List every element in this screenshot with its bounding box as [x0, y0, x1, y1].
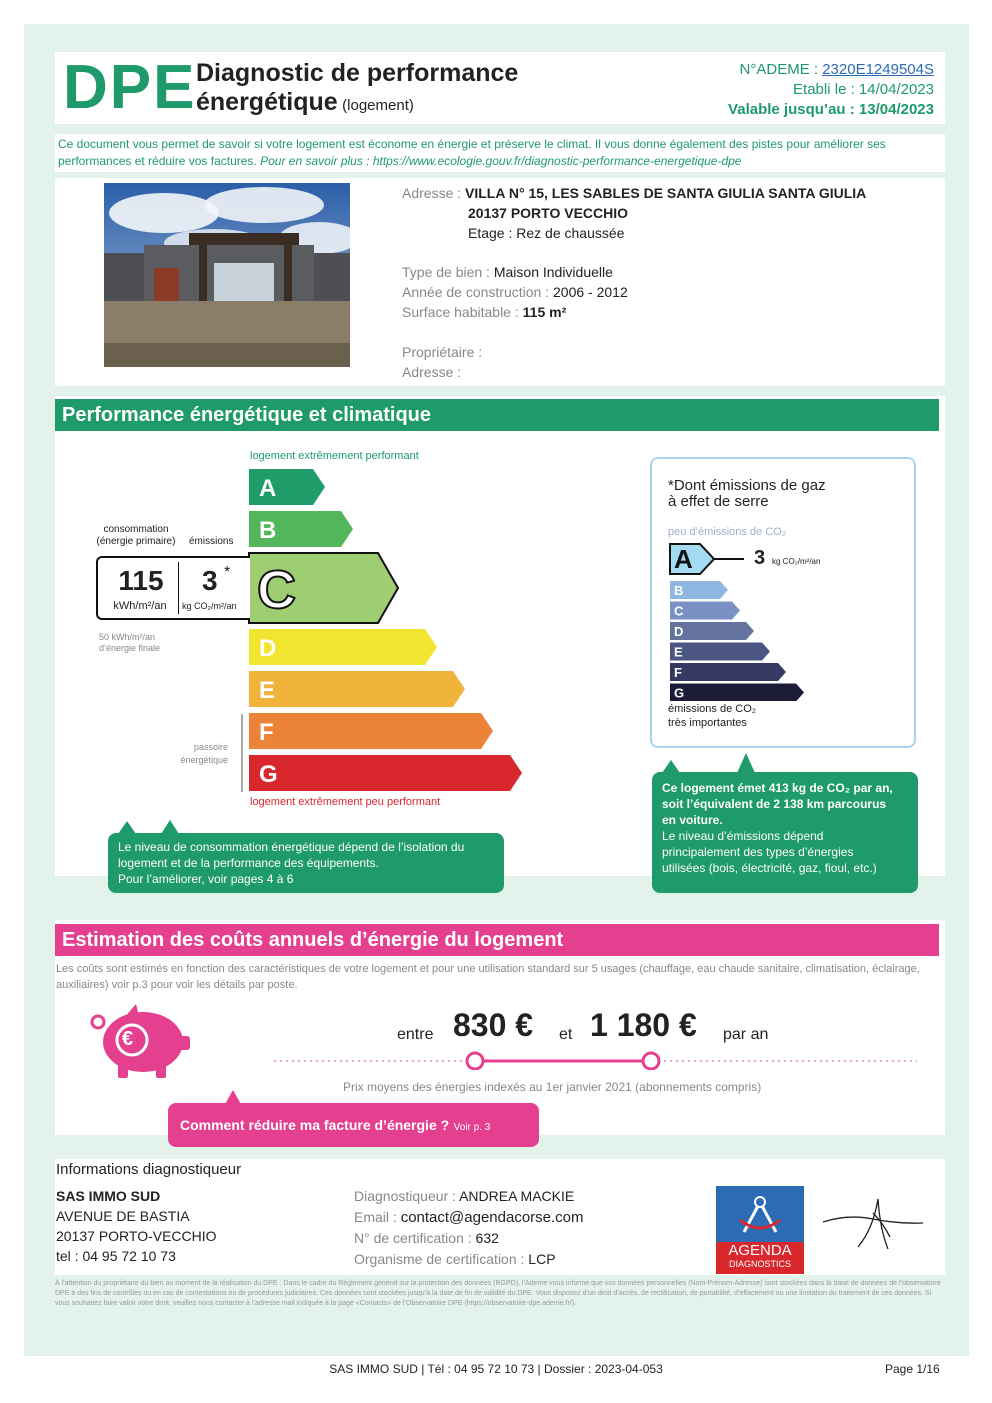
emis-star: *	[224, 564, 231, 581]
conso-box	[96, 556, 250, 620]
dpe-logo: DPE	[63, 53, 197, 122]
ademe-number-link[interactable]: 2320E1249504S	[822, 61, 934, 78]
ges-bubble-line6: utilisées (bois, électricité, gaz, fioul, etc.)	[662, 861, 877, 875]
energy-bottom-label: logement extrêmement peu performant	[250, 796, 441, 808]
ges-class-f-bar	[670, 663, 786, 681]
surface-row	[402, 302, 566, 322]
ges-bubble-line4: Le niveau d’émissions dépend	[662, 829, 824, 843]
ges-panel	[650, 457, 916, 748]
ges-class-g-bar	[670, 684, 804, 702]
energy-class-g-label: G	[259, 761, 278, 788]
conso-unit: kWh/m²/an	[113, 600, 167, 612]
energy-class-e-bar	[249, 671, 465, 707]
year-label: Année de construction :	[402, 284, 550, 300]
surface-value: 115 m²	[522, 304, 567, 320]
year-value: 2006 - 2012	[553, 284, 628, 300]
performance-title: Performance énergétique et climatique	[55, 399, 939, 431]
emissions-label: émissions	[189, 536, 234, 547]
ges-class-f-label: F	[674, 665, 682, 680]
ademe-line	[728, 60, 934, 80]
address-line2: 20137 PORTO VECCHIO	[468, 205, 629, 221]
company-city: 20137 PORTO-VECCHIO	[56, 1228, 217, 1244]
passoire-word2: énergétique	[180, 755, 228, 765]
diag-name: ANDREA MACKIE	[459, 1188, 575, 1204]
energy-scale	[240, 465, 540, 800]
diag-org: LCP	[528, 1251, 556, 1267]
valable-date: Valable jusqu’au : 13/04/2023	[728, 101, 934, 118]
ges-class-e-bar	[670, 643, 770, 661]
diag-name-label: Diagnostiqueur :	[354, 1188, 456, 1204]
address-label: Adresse :	[402, 185, 462, 201]
ges-class-c-label: C	[674, 603, 684, 619]
company-phone: tel : 04 95 72 10 73	[56, 1248, 176, 1264]
year-row	[402, 282, 628, 302]
conso-value: 115	[118, 565, 164, 596]
between-label: entre	[397, 1026, 434, 1043]
energy-top-label: logement extrêmement performant	[250, 450, 419, 462]
passoire-label	[160, 741, 228, 767]
ges-class-d-label: D	[674, 624, 684, 639]
header-meta	[728, 60, 934, 120]
tip-button[interactable]	[168, 1103, 539, 1147]
ges-value: 3	[754, 547, 766, 569]
owner-label: Propriétaire :	[402, 344, 483, 360]
owner-address-label: Adresse :	[402, 364, 462, 380]
diag-org-label: Organisme de certification :	[354, 1251, 525, 1267]
piggy-bank-icon	[88, 1000, 192, 1078]
diagnostician-block	[354, 1186, 584, 1270]
diag-email[interactable]: contact@agendacorse.com	[400, 1209, 584, 1226]
surface-label: Surface habitable :	[402, 304, 519, 320]
ges-class-a-label: A	[674, 544, 693, 574]
conso-sub: (énergie primaire)	[96, 536, 176, 547]
intro-link: Pour en savoir plus : https://www.ecologie.gouv.fr/diagnostic-performance-energetique-dpe	[260, 154, 742, 168]
title-suffix: (logement)	[342, 97, 414, 114]
passoire-word: passoire	[193, 742, 228, 752]
energy-class-d-label: D	[259, 635, 277, 662]
property-card	[55, 178, 945, 386]
ges-class-e-label: E	[674, 644, 683, 660]
ges-note-line1: *Dont émissions de gaz	[668, 477, 826, 494]
company-block	[56, 1186, 217, 1266]
ges-bubble-line3: en voiture.	[662, 813, 723, 827]
diag-name-row	[354, 1186, 584, 1207]
ges-class-g-label: G	[674, 685, 685, 701]
diagnostician-card	[55, 1159, 945, 1275]
page-title-line2	[196, 86, 414, 122]
company-street: AVENUE DE BASTIA	[56, 1208, 190, 1224]
ges-note	[668, 478, 826, 510]
floor: Etage : Rez de chaussée	[468, 225, 625, 241]
ges-bubble-pointer	[737, 753, 755, 773]
energy-bubble	[108, 833, 504, 893]
ges-note-line2: à effet de serre	[668, 493, 769, 510]
page-title-line1: Diagnostic de performance	[196, 59, 519, 87]
emis-value: 3	[202, 565, 218, 596]
type-row	[402, 262, 613, 282]
type-value: Maison Individuelle	[493, 264, 613, 280]
energy-bubble-line1: Le niveau de consommation énergétique dépend de l’isolation du	[118, 840, 465, 854]
legal-notice: À l’attention du propriétaire du bien au moment de la réalisation du DPE : Dans le cadre du Règlement général sur la protection des données (RGPD), l’Ademe vous informe que vos données personnelles (Nom-Prénom-Adresse) sont stockées dans la base de données de l’observatoire DPE à des fins de contrôles ou en cas de contestations ou de procédures judiciaires. Ces données sont stockées jusqu’à la date de fin de validité du DPE. Vous disposez d’un droit d’accès, de rectification, de portabilité, d’effacement ou une limitation du traitement de ces données. Si vous souhaitez faire valoir votre droit, veuillez nous contacter à l’adresse mail indiquée à la page «Contacts» de l’Observatoire DPE (https://observatoire-dpe.ademe.fr/).	[55, 1280, 941, 1307]
agenda-logo-word: AGENDA	[728, 1242, 792, 1259]
house-photo	[104, 183, 350, 367]
signature	[818, 1189, 928, 1259]
conso-divider	[178, 562, 179, 614]
tip-text: Comment réduire ma facture d’énergie ?	[180, 1117, 450, 1133]
energy-class-d-bar	[249, 629, 437, 665]
diag-cert-label: N° de certification :	[354, 1230, 472, 1246]
address-row	[402, 183, 866, 203]
euro-symbol: €	[122, 1028, 134, 1050]
energy-bubble-line3: Pour l’améliorer, voir pages 4 à 6	[118, 872, 294, 886]
energy-bubble-line2: logement et de la performance des équipements.	[118, 856, 379, 870]
intro-body: Ce document vous permet de savoir si votre logement est économe en énergie et préserve le climat. Il vous donne également des pistes pour améliorer ses performances et réduire vos factures.	[58, 137, 886, 168]
diag-email-row	[354, 1207, 584, 1228]
diag-org-row	[354, 1249, 584, 1270]
energy-class-g-bar	[249, 755, 522, 791]
cost-range-line	[272, 1050, 922, 1070]
ges-bubble-line1: Ce logement émet 413 kg de CO₂ par an,	[662, 781, 893, 795]
cost-low: 830 €	[453, 1007, 534, 1043]
emis-unit: kg CO₂/m²/an	[182, 601, 237, 611]
ges-bubble-line5: principalement des types d’énergies	[662, 845, 854, 859]
energy-class-f-bar	[249, 713, 493, 749]
diagnostician-section-title: Informations diagnostiqueur	[56, 1161, 242, 1178]
footer-text: SAS IMMO SUD | Tél : 04 95 72 10 73 | Dossier : 2023-04-053	[329, 1362, 663, 1376]
ges-bubble-line2: soit l’équivalent de 2 138 km parcourus	[662, 797, 887, 811]
tip-ref: Voir p. 3	[453, 1122, 491, 1133]
energy-class-c-label: C	[257, 560, 296, 620]
type-label: Type de bien :	[402, 264, 490, 280]
ges-top-label: peu d’émissions de CO₂	[668, 526, 786, 538]
ademe-label: N°ADEME :	[739, 61, 819, 78]
address-line1: VILLA N° 15, LES SABLES DE SANTA GIULIA SANTA GIULIA	[465, 185, 867, 201]
energy-class-b-label: B	[259, 517, 277, 544]
ges-bubble	[652, 772, 918, 893]
energy-class-a-label: A	[259, 475, 277, 502]
diag-email-label: Email :	[354, 1209, 397, 1225]
etabli-date: Etabli le : 14/04/2023	[793, 81, 934, 98]
per-year-label: par an	[723, 1026, 769, 1043]
diag-cert: 632	[475, 1230, 499, 1246]
cost-high: 1 180 €	[590, 1007, 697, 1043]
costs-intro: Les coûts sont estimés en fonction des caractéristiques de votre logement et pour une utilisation standard sur 5 usages (chauffage, eau chaude sanitaire, climatisation, éclairage, auxiliaires) voir p.3 pour voir les détails par poste.	[56, 963, 920, 991]
title-word: énergétique	[196, 88, 338, 116]
final-energy-value: 50 kWh/m²/an	[99, 632, 156, 642]
ges-unit: kg CO₂/m²/an	[772, 557, 821, 566]
final-energy	[99, 632, 160, 654]
agenda-logo-sub: DIAGNOSTICS	[728, 1259, 791, 1269]
agenda-logo	[716, 1186, 804, 1274]
conso-label	[96, 524, 176, 548]
ges-class-b-label: B	[674, 583, 684, 598]
agenda-logo-banner	[716, 1242, 804, 1274]
header-card	[55, 52, 945, 124]
page-number: Page 1/16	[885, 1362, 940, 1376]
company-name: SAS IMMO SUD	[56, 1188, 161, 1204]
ges-bottom-line1: émissions de CO₂	[668, 703, 757, 715]
energy-bubble-pointer	[161, 820, 179, 834]
energy-class-f-label: F	[259, 719, 274, 746]
passoire-bracket	[241, 714, 243, 792]
costs-title: Estimation des coûts annuels d’énergie du logement	[55, 924, 939, 956]
and-label: et	[559, 1026, 573, 1043]
energy-class-e-label: E	[259, 677, 276, 704]
prices-note: Prix moyens des énergies indexés au 1er janvier 2021 (abonnements compris)	[343, 1080, 762, 1094]
ges-bottom-label	[668, 702, 756, 730]
ges-bottom-line2: très importantes	[668, 717, 747, 729]
conso-label-text: consommation	[103, 524, 169, 535]
final-energy-label: d’énergie finale	[99, 643, 161, 653]
diag-cert-row	[354, 1228, 584, 1249]
intro-text	[55, 134, 945, 172]
